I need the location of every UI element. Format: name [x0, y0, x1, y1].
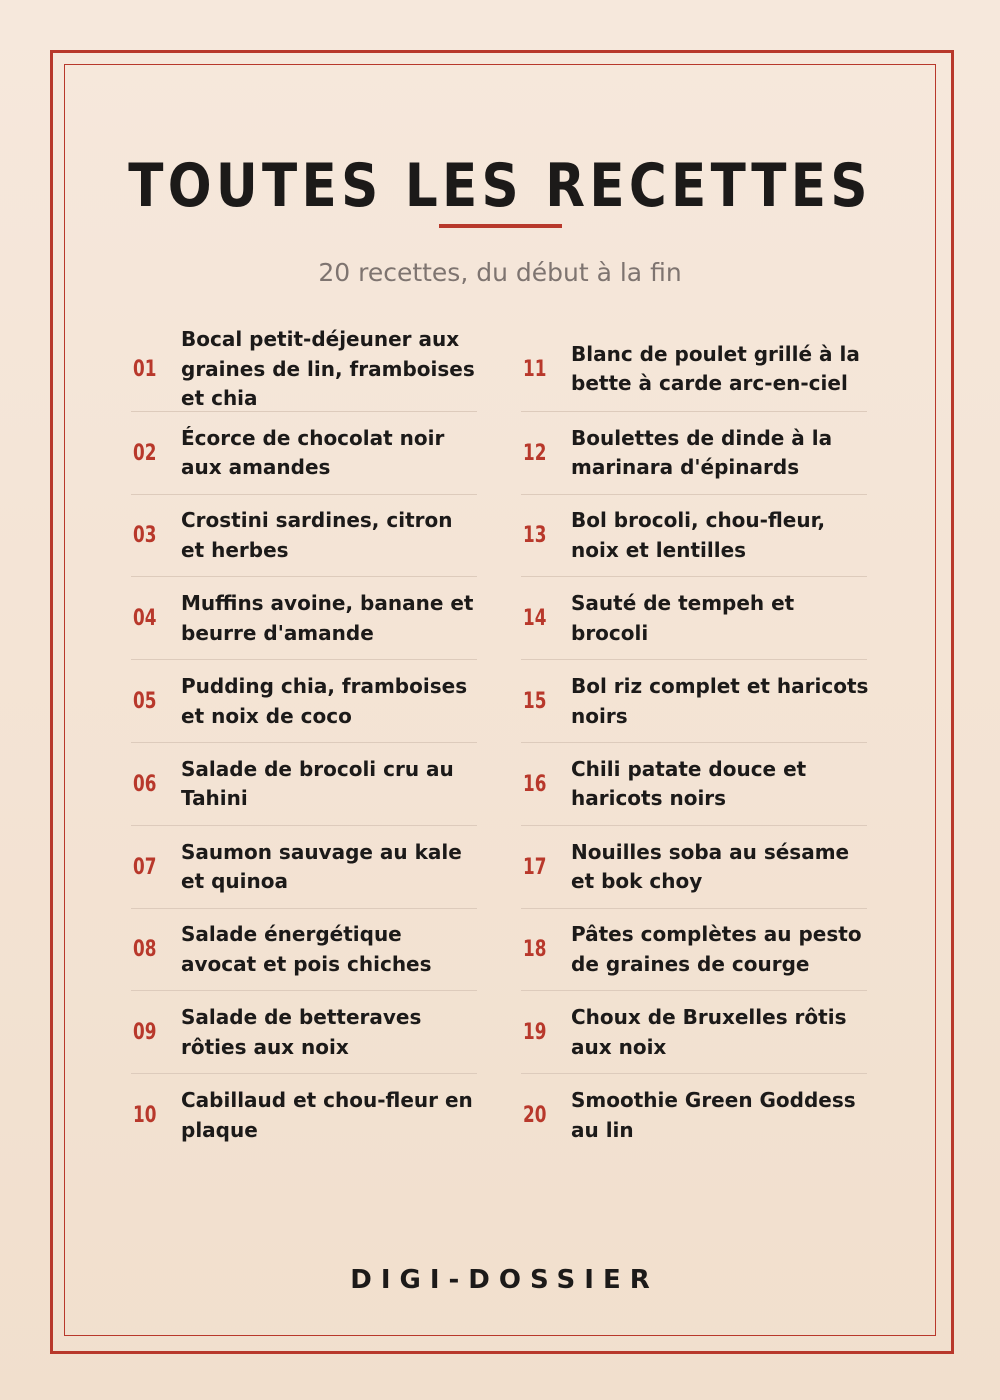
- brand-footer: DIGI-DOSSIER: [350, 1265, 659, 1295]
- recipe-name: Écorce de chocolat noir aux amandes: [181, 425, 445, 480]
- recipe-item: [131, 328, 477, 411]
- recipe-name: Salade énergétique avocat et pois chiches: [181, 922, 432, 976]
- recipe-name: Smoothie Green Goddess au lin: [571, 1088, 856, 1142]
- recipe-number: 14: [523, 606, 547, 632]
- recipe-name: Saumon sauvage au kale et quinoa: [181, 839, 462, 894]
- recipe-item: [131, 990, 477, 1073]
- recipe-number: 20: [523, 1103, 547, 1129]
- recipe-name-wrap: [571, 909, 869, 992]
- recipe-item: [131, 1073, 477, 1156]
- recipe-name: Sauté de tempeh et brocoli: [571, 591, 795, 645]
- recipe-name-wrap: [571, 328, 869, 411]
- recipe-item: [521, 742, 867, 825]
- recipe-name: Salade de brocoli cru au Tahini: [181, 756, 454, 811]
- recipe-name: Bol brocoli, chou-fleur, noix et lentilles: [571, 508, 826, 562]
- recipe-name-wrap: [181, 577, 479, 660]
- recipe-name: Muffins avoine, banane et beurre d'amande: [181, 591, 474, 645]
- recipe-number: 02: [133, 440, 157, 466]
- recipe-name: Pudding chia, framboises et noix de coco: [181, 674, 468, 728]
- recipe-list-left: [131, 328, 477, 1156]
- recipe-item: [521, 1073, 867, 1156]
- recipe-name-wrap: [181, 495, 479, 578]
- recipe-number: 07: [133, 854, 157, 880]
- recipe-number: 08: [133, 937, 157, 963]
- recipe-item: [521, 576, 867, 659]
- recipe-name: Cabillaud et chou-fleur en plaque: [181, 1088, 473, 1142]
- recipe-name-wrap: [571, 1074, 869, 1157]
- recipe-item: [131, 411, 477, 494]
- recipe-number: 16: [523, 771, 547, 797]
- recipe-name: Pâtes complètes au pesto de graines de courge: [571, 922, 862, 976]
- recipe-name: Bocal petit-déjeuner aux graines de lin, framboises et chia: [181, 327, 475, 411]
- recipe-name-wrap: [181, 909, 479, 992]
- recipe-name: Choux de Bruxelles rôtis aux noix: [571, 1005, 847, 1059]
- recipe-name-wrap: [571, 495, 869, 578]
- recipe-name-wrap: [571, 577, 869, 660]
- recipe-number: 10: [133, 1103, 157, 1129]
- recipe-name-wrap: [571, 660, 869, 743]
- page-subtitle: 20 recettes, du début à la fin: [318, 258, 682, 287]
- recipe-item: [131, 494, 477, 577]
- recipe-list-right: [521, 328, 867, 1156]
- recipe-name-wrap: [571, 412, 869, 495]
- recipe-number: 13: [523, 523, 547, 549]
- recipe-name: Nouilles soba au sésame et bok choy: [571, 839, 850, 894]
- recipe-item: [521, 659, 867, 742]
- recipe-item: [521, 990, 867, 1073]
- recipe-name-wrap: [181, 660, 479, 743]
- recipe-item: [521, 494, 867, 577]
- recipe-name-wrap: [181, 991, 479, 1074]
- recipe-item: [521, 328, 867, 411]
- recipe-number: 04: [133, 606, 157, 632]
- recipe-item: [521, 825, 867, 908]
- recipe-name-wrap: [181, 412, 479, 495]
- recipe-item: [131, 576, 477, 659]
- recipe-number: 12: [523, 440, 547, 466]
- recipe-name-wrap: [181, 743, 479, 826]
- recipe-name: Boulettes de dinde à la marinara d'épinards: [571, 425, 833, 480]
- recipe-number: 03: [133, 523, 157, 549]
- recipe-number: 18: [523, 937, 547, 963]
- recipe-number: 17: [523, 854, 547, 880]
- recipe-name: Bol riz complet et haricots noirs: [571, 674, 869, 728]
- recipe-number: 01: [133, 356, 157, 382]
- page-title: TOUTES LES RECETTES: [128, 151, 872, 221]
- recipe-number: 09: [133, 1020, 157, 1046]
- recipe-number: 06: [133, 771, 157, 797]
- recipe-number: 19: [523, 1020, 547, 1046]
- recipe-name: Salade de betteraves rôties aux noix: [181, 1005, 422, 1059]
- recipe-item: [131, 908, 477, 991]
- recipe-item: [131, 742, 477, 825]
- recipe-name-wrap: [571, 826, 869, 909]
- recipe-name-wrap: [571, 743, 869, 826]
- recipe-name-wrap: [181, 1074, 479, 1157]
- recipe-number: 15: [523, 689, 547, 715]
- recipe-item: [521, 908, 867, 991]
- recipe-item: [131, 825, 477, 908]
- recipe-item: [521, 411, 867, 494]
- recipe-number: 11: [523, 356, 547, 382]
- title-underline: [439, 224, 562, 228]
- recipe-name: Chili patate douce et haricots noirs: [571, 756, 807, 811]
- recipe-name-wrap: [181, 328, 479, 411]
- recipe-number: 05: [133, 689, 157, 715]
- recipe-name-wrap: [571, 991, 869, 1074]
- recipe-item: [131, 659, 477, 742]
- recipe-name: Crostini sardines, citron et herbes: [181, 508, 453, 562]
- recipe-name: Blanc de poulet grillé à la bette à carde arc-en-ciel: [571, 341, 860, 396]
- recipe-name-wrap: [181, 826, 479, 909]
